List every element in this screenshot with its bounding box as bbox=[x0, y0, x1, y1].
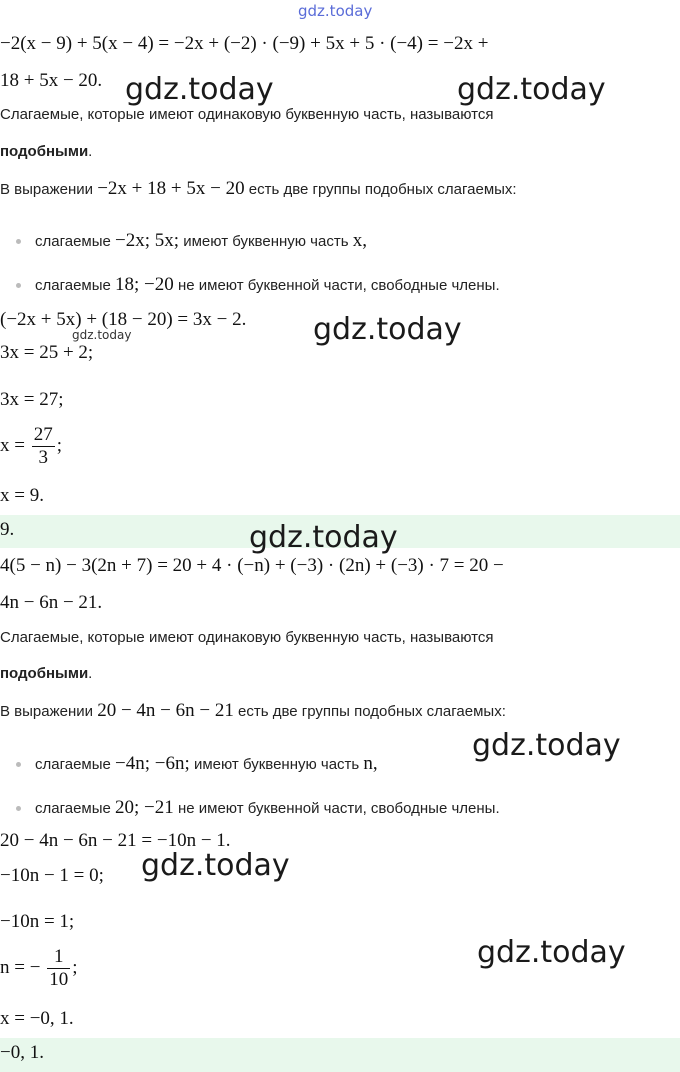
bullet-variable: x, bbox=[352, 230, 367, 251]
definition-term bbox=[0, 665, 92, 682]
bullet-dot bbox=[16, 239, 21, 244]
definition-term bbox=[0, 143, 92, 160]
step-2: 3x = 25 + 2; bbox=[0, 342, 94, 363]
watermark-top: gdz.today bbox=[298, 2, 373, 20]
intro-prefix: В выражении bbox=[0, 181, 94, 198]
step-5: x = 9. bbox=[0, 485, 44, 506]
bullet-terms: 20; −21 bbox=[115, 797, 174, 818]
equation-line-1: −2(x − 9) + 5(x − 4) = −2x + (−2) · (−9) + 5x + 5 · (−4) = −2x + bbox=[0, 33, 489, 54]
term-period: . bbox=[88, 665, 93, 682]
bullet-dot bbox=[16, 806, 21, 811]
watermark-text: gdz.today bbox=[125, 72, 274, 107]
fraction-lhs: n = − bbox=[0, 956, 41, 978]
bullet-dot bbox=[16, 283, 21, 288]
watermark-text: gdz.today bbox=[313, 312, 462, 347]
fraction bbox=[47, 946, 70, 991]
bullet-suffix: не имеют буквенной части, свободные члены. bbox=[177, 277, 500, 294]
bullet-terms: −4n; −6n; bbox=[115, 753, 190, 774]
term-bold: подобными bbox=[0, 143, 89, 160]
step-5: x = −0, 1. bbox=[0, 1008, 74, 1029]
step-4-fraction bbox=[0, 424, 62, 469]
fraction-end: ; bbox=[72, 956, 78, 978]
bullet-variable: n, bbox=[363, 753, 378, 774]
bullet-prefix: слагаемые bbox=[35, 800, 111, 817]
fraction-lhs: x = bbox=[0, 434, 25, 456]
bullet-prefix: слагаемые bbox=[35, 756, 111, 773]
term-bold: подобными bbox=[0, 665, 89, 682]
bullet-item-constants bbox=[35, 797, 500, 819]
intro-suffix: есть две группы подобных слагаемых: bbox=[238, 703, 506, 720]
watermark-text: gdz.today bbox=[477, 935, 626, 970]
fraction-numerator: 27 bbox=[33, 424, 53, 445]
answer-band-2 bbox=[0, 1038, 680, 1072]
term-period: . bbox=[88, 143, 93, 160]
fraction-end: ; bbox=[56, 434, 62, 456]
bullet-suffix: не имеют буквенной части, свободные члены. bbox=[177, 800, 500, 817]
bullet-prefix: слагаемые bbox=[35, 233, 111, 250]
fraction-denominator: 10 bbox=[49, 969, 69, 990]
expression-intro bbox=[0, 178, 517, 200]
intro-suffix: есть две группы подобных слагаемых: bbox=[248, 181, 517, 198]
bullet-middle: имеют буквенную часть bbox=[183, 233, 349, 250]
definition-sentence: Слагаемые, которые имеют одинаковую буквенную часть, называются bbox=[0, 629, 494, 646]
intro-expression: 20 − 4n − 6n − 21 bbox=[97, 700, 234, 721]
definition-text bbox=[0, 106, 493, 123]
step-3: −10n = 1; bbox=[0, 911, 75, 932]
bullet-item-letters bbox=[35, 230, 367, 252]
fraction-denominator: 3 bbox=[38, 447, 48, 468]
bullet-item-letters bbox=[35, 753, 378, 775]
fraction-numerator: 1 bbox=[47, 946, 70, 969]
expression-intro bbox=[0, 700, 506, 722]
watermark-text: gdz.today bbox=[457, 72, 606, 107]
step-4-fraction bbox=[0, 946, 77, 991]
watermark-small: gdz.today bbox=[72, 328, 132, 342]
bullet-terms: −2x; 5x; bbox=[115, 230, 180, 251]
intro-expression: −2x + 18 + 5x − 20 bbox=[97, 178, 245, 199]
watermark-text: gdz.today bbox=[472, 728, 621, 763]
answer-2: −0, 1. bbox=[0, 1042, 44, 1063]
step-3: 3x = 27; bbox=[0, 389, 64, 410]
step-1: (−2x + 5x) + (18 − 20) = 3x − 2. bbox=[0, 309, 247, 330]
equation-line-1: 4(5 − n) − 3(2n + 7) = 20 + 4 · (−n) + (−3) · (2n) + (−3) · 7 = 20 − bbox=[0, 555, 504, 576]
bullet-prefix: слагаемые bbox=[35, 277, 111, 294]
definition-text bbox=[0, 629, 493, 646]
bullet-middle: имеют буквенную часть bbox=[193, 756, 360, 773]
definition-sentence: Слагаемые, которые имеют одинаковую буквенную часть, называются bbox=[0, 106, 494, 123]
intro-prefix: В выражении bbox=[0, 703, 94, 720]
fraction bbox=[32, 424, 55, 469]
bullet-dot bbox=[16, 762, 21, 767]
bullet-terms: 18; −20 bbox=[115, 274, 174, 295]
watermark-text: gdz.today bbox=[249, 520, 398, 555]
watermark-text: gdz.today bbox=[141, 848, 290, 883]
answer-1: 9. bbox=[0, 519, 15, 540]
bullet-item-constants bbox=[35, 274, 500, 296]
equation-line-2: 18 + 5x − 20. bbox=[0, 70, 103, 91]
step-2: −10n − 1 = 0; bbox=[0, 865, 104, 886]
step-1: 20 − 4n − 6n − 21 = −10n − 1. bbox=[0, 830, 231, 851]
equation-line-2: 4n − 6n − 21. bbox=[0, 592, 103, 613]
